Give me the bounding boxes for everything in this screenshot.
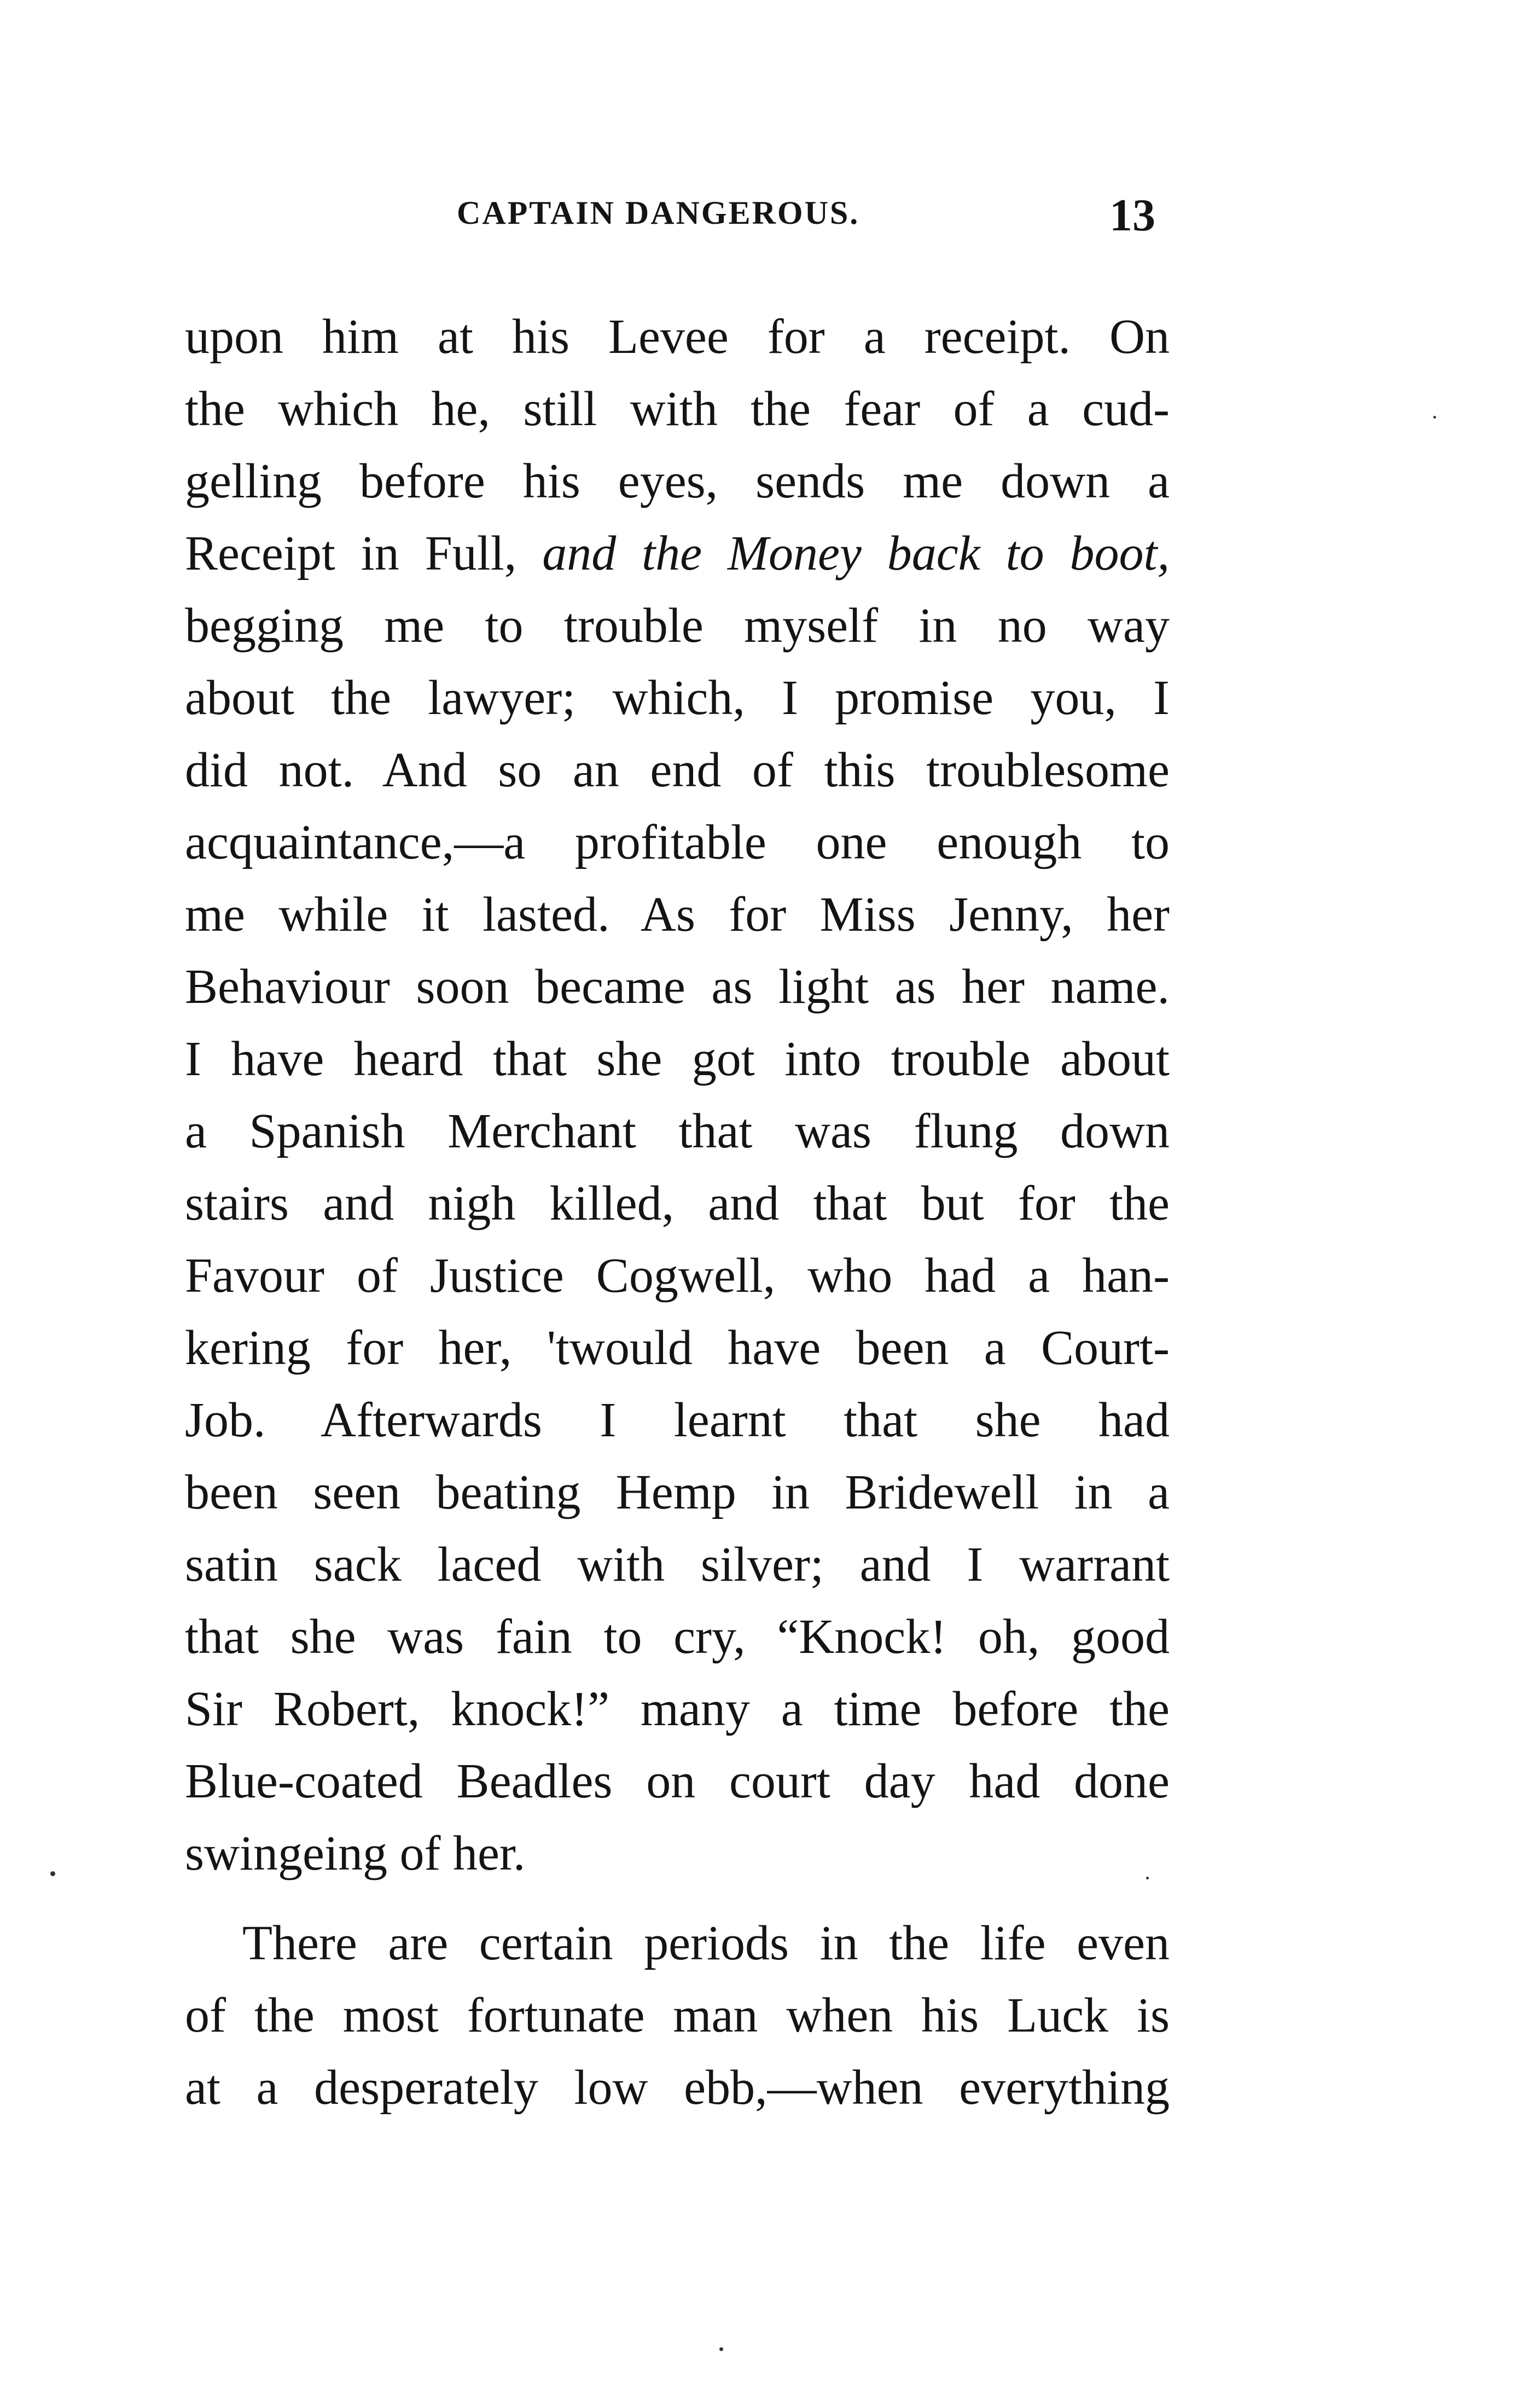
- text-line: I have heard that she got into trouble about: [185, 1032, 1170, 1086]
- text-line: of the most fortunate man when his Luck is: [185, 1988, 1170, 2043]
- text-line: about the lawyer; which, I promise you, I: [185, 671, 1170, 725]
- text-line: kering for her, 'twould have been a Court-: [185, 1321, 1170, 1375]
- text-line: There are certain periods in the life even: [242, 1916, 1170, 1970]
- text-line: Sir Robert, knock!” many a time before the: [185, 1682, 1170, 1736]
- text-line: been seen beating Hemp in Bridewell in a: [185, 1465, 1170, 1519]
- page-number: 13: [1109, 190, 1155, 241]
- body-text: [185, 301, 1170, 2124]
- text-line: acquaintance,—a profitable one enough to: [185, 815, 1170, 869]
- paragraph-2: [185, 1907, 1170, 2124]
- paragraph-1: [185, 301, 1170, 1890]
- italic-phrase: and the Money back to boot,: [542, 526, 1170, 581]
- text-line: begging me to trouble myself in no way: [185, 599, 1170, 653]
- text-line: at a desperately low ebb,—when everything: [185, 2061, 1170, 2115]
- scan-speck: [1433, 416, 1436, 419]
- scan-speck: [50, 1871, 55, 1876]
- text-line: did not. And so an end of this troublesome: [185, 743, 1170, 797]
- text-line: that she was fain to cry, “Knock! oh, good: [185, 1610, 1170, 1664]
- text-line: Blue-coated Beadles on court day had done: [185, 1754, 1170, 1808]
- text-line: a Spanish Merchant that was flung down: [185, 1104, 1170, 1158]
- scan-speck: [719, 2347, 723, 2351]
- text-line: upon him at his Levee for a receipt. On: [185, 310, 1170, 364]
- text-line: stairs and nigh killed, and that but for the: [185, 1176, 1170, 1231]
- text-line: me while it lasted. As for Miss Jenny, her: [185, 887, 1170, 942]
- text-span: Receipt in Full,: [185, 526, 517, 581]
- text-line: Behaviour soon became as light as her name.: [185, 960, 1170, 1014]
- paragraph-gap: [185, 1890, 1170, 1907]
- text-line: Job. Afterwards I learnt that she had: [185, 1393, 1170, 1447]
- text-line: swingeing of her.: [185, 1826, 526, 1881]
- text-line: Favour of Justice Cogwell, who had a han-: [185, 1249, 1170, 1303]
- text-line: [185, 518, 1170, 590]
- text-line: the which he, still with the fear of a cud-: [185, 382, 1170, 436]
- text-line: gelling before his eyes, sends me down a: [185, 454, 1170, 508]
- scan-speck: [1146, 1877, 1149, 1879]
- running-head-title: CAPTAIN DANGEROUS.: [457, 195, 860, 231]
- text-line: satin sack laced with silver; and I warrant: [185, 1537, 1170, 1592]
